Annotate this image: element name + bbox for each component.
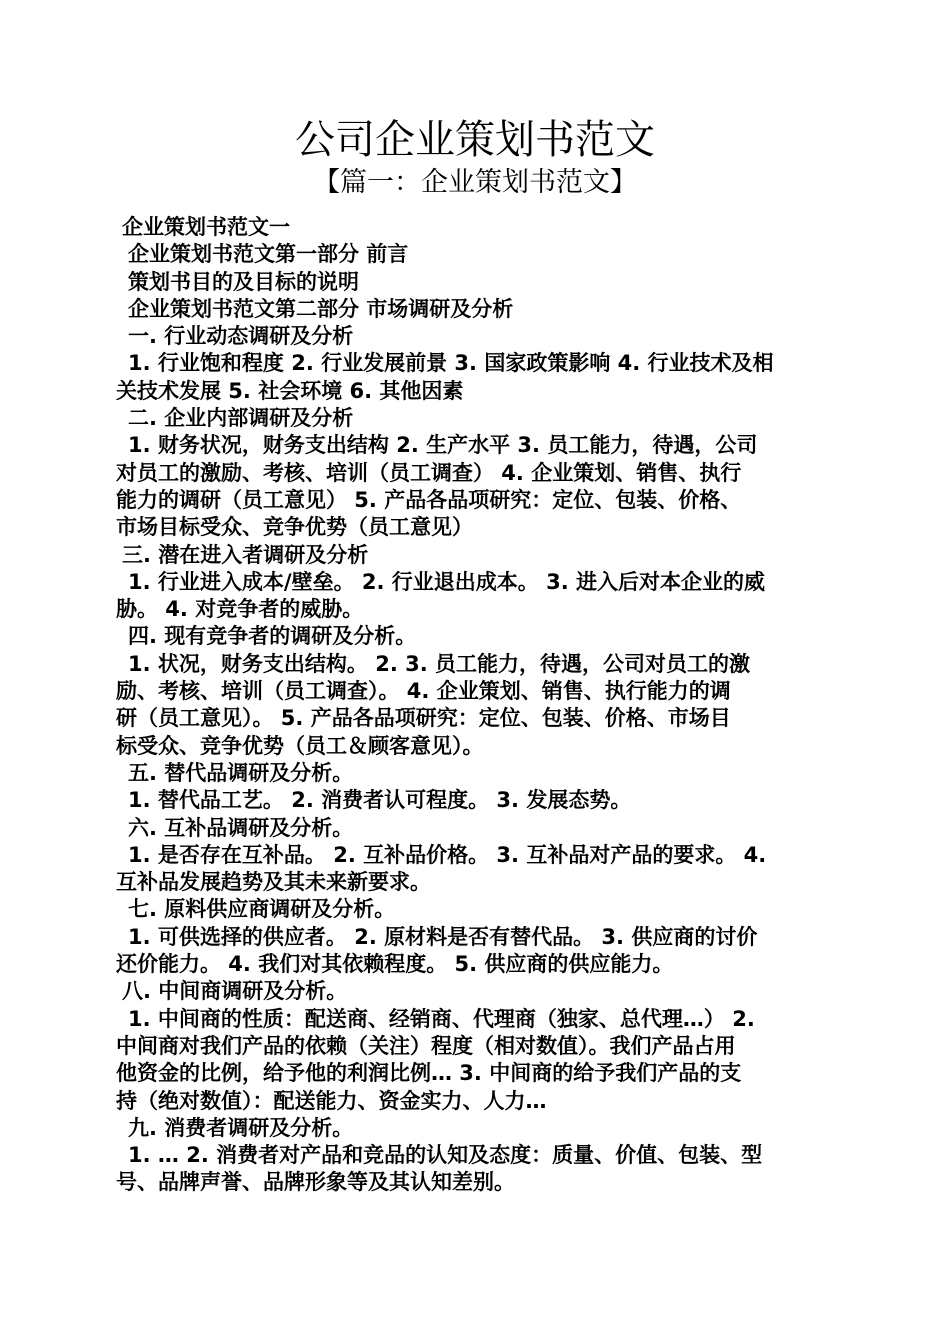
text-line: 能力的调研（员工意见） 5. 产品各品项研究：定位、包装、价格、 <box>116 487 742 512</box>
text-line: 励、考核、培训（员工调查）。 4. 企业策划、销售、执行能力的调 <box>116 679 731 704</box>
text-line: 1. 行业进入成本/壁垒。 2. 行业退出成本。 3. 进入后对本企业的威 <box>128 569 765 594</box>
text-line: 号、品牌声誉、品牌形象等及其认知差别。 <box>116 1170 515 1195</box>
text-line: 企业策划书范文一 <box>122 215 290 239</box>
text-line: 1. 替代品工艺。 2. 消费者认可程度。 3. 发展态势。 <box>128 788 632 813</box>
text-line: 关技术发展 5. 社会环境 6. 其他因素 <box>116 378 464 403</box>
text-line: 还价能力。 4. 我们对其依赖程度。 5. 供应商的供应能力。 <box>116 952 674 977</box>
text-line: 一. 行业动态调研及分析 <box>128 324 354 349</box>
text-line: 六. 互补品调研及分析。 <box>128 815 354 840</box>
text-line: 1. 可供选择的供应者。 2. 原材料是否有替代品。 3. 供应商的讨价 <box>128 924 758 949</box>
text-line: 对员工的激励、考核、培训（员工调查） 4. 企业策划、销售、执行 <box>116 460 742 485</box>
text-line: 研（员工意见）。 5. 产品各品项研究：定位、包装、价格、市场目 <box>116 706 731 731</box>
text-line: 二. 企业内部调研及分析 <box>128 406 354 431</box>
text-line: 九. 消费者调研及分析。 <box>128 1115 354 1140</box>
text-line: 八. 中间商调研及分析。 <box>122 979 348 1004</box>
text-line: 1. 中间商的性质：配送商、经销商、代理商（独家、总代理…） 2. <box>128 1006 755 1031</box>
text-line: 标受众、竞争优势（员工＆顾客意见）。 <box>116 733 484 758</box>
text-line: 七. 原料供应商调研及分析。 <box>128 897 396 922</box>
text-line: 企业策划书范文第二部分 市场调研及分析 <box>128 296 514 321</box>
text-line: 五. 替代品调研及分析。 <box>128 760 354 785</box>
document-title: 公司企业策划书范文 <box>295 117 655 163</box>
text-line: 1. 财务状况，财务支出结构 2. 生产水平 3. 员工能力，待遇，公司 <box>128 433 758 458</box>
text-line: 持（绝对数值）：配送能力、资金实力、人力… <box>116 1088 547 1113</box>
document-subtitle: 【篇一：企业策划书范文】 <box>313 167 637 198</box>
text-line: 互补品发展趋势及其未来新要求。 <box>116 870 431 895</box>
text-line: 胁。 4. 对竞争者的威胁。 <box>116 597 364 622</box>
text-line: 四. 现有竞争者的调研及分析。 <box>128 624 417 649</box>
text-line: 策划书目的及目标的说明 <box>128 269 359 294</box>
text-line: 他资金的比例，给予他的利润比例… 3. 中间商的给予我们产品的支 <box>116 1061 742 1086</box>
text-line: 市场目标受众、竞争优势（员工意见） <box>116 515 473 540</box>
text-line: 1. 行业饱和程度 2. 行业发展前景 3. 国家政策影响 4. 行业技术及相 <box>128 351 774 376</box>
text-line: 1. 状况，财务支出结构。 2. 3. 员工能力，待遇，公司对员工的激 <box>128 651 751 676</box>
text-line: 1. 是否存在互补品。 2. 互补品价格。 3. 互补品对产品的要求。 4. <box>128 842 767 867</box>
document-body <box>116 214 836 1197</box>
text-line: 中间商对我们产品的依赖（关注）程度（相对数值）。我们产品占用 <box>116 1033 736 1058</box>
text-line: 三. 潜在进入者调研及分析 <box>122 542 369 567</box>
text-line: 企业策划书范文第一部分 前言 <box>128 242 409 267</box>
text-line: 1. … 2. 消费者对产品和竞品的认知及态度：质量、价值、包装、型 <box>128 1143 763 1168</box>
